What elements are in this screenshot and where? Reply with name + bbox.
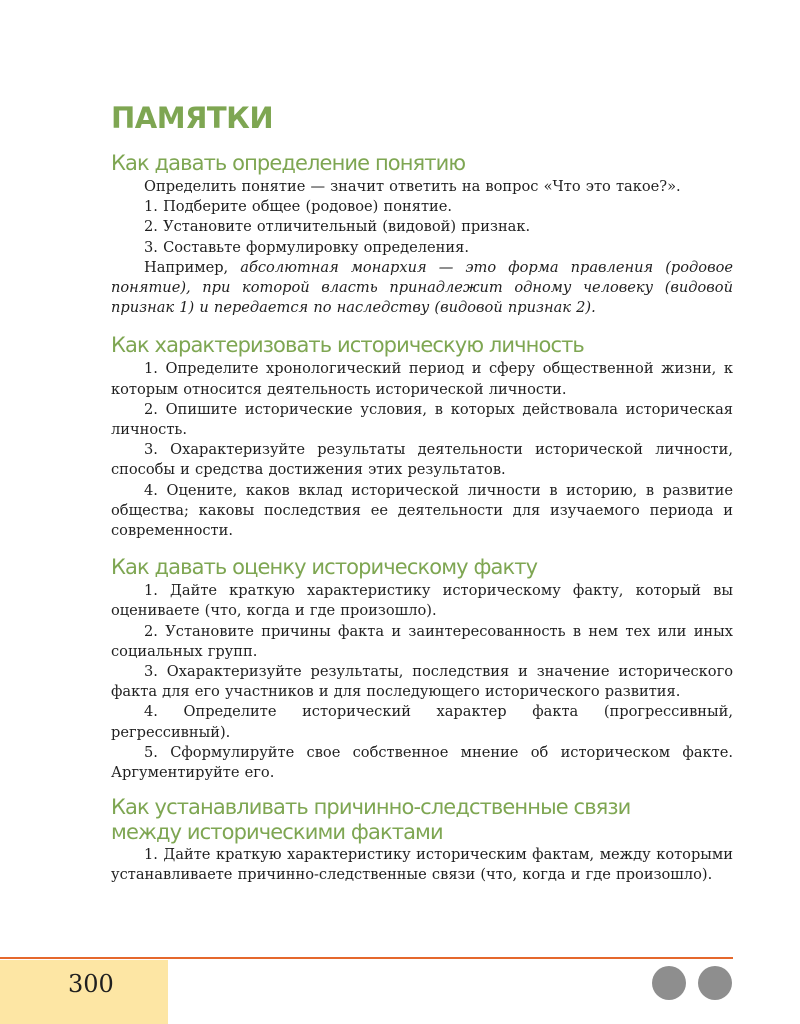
section-definition	[111, 150, 733, 318]
list-item: 4. Оцените, каков вклад исторической личности в историю, в развитие общества; каковы последствия ее деятельности для изучаемого периода и современности.	[111, 481, 733, 540]
section-heading	[111, 795, 733, 845]
section-causal-links	[111, 795, 733, 885]
page-content	[111, 150, 733, 886]
list-item: 3. Охарактеризуйте результаты, последствия и значение исторического факта для его участников и для последующего исторического развития.	[111, 663, 733, 701]
section-heading-line: Как устанавливать причинно-следственные связи	[111, 795, 631, 820]
example-paragraph	[111, 258, 733, 319]
footer-rule	[0, 957, 733, 959]
list-item: 3. Охарактеризуйте результаты деятельности исторической личности, способы и средства достижения этих результатов.	[111, 441, 733, 479]
list-item: 1. Подберите общее (родовое) понятие.	[144, 198, 453, 216]
list-item: 3. Составьте формулировку определения.	[144, 238, 469, 256]
page-title: ПАМЯТКИ	[111, 101, 274, 135]
section-fact-assessment	[111, 554, 733, 783]
list-item: 2. Установите отличительный (видовой) признак.	[144, 218, 531, 236]
example-italic: абсолютная монархия — это форма правления (родовое понятие), при которой власть принадлежит одному человеку (видовой признак 1) и передается по наследству (видовой признак 2).	[111, 258, 733, 317]
page-number: 300	[68, 970, 114, 998]
decorative-dot-icon	[698, 966, 732, 1000]
paragraph: Определить понятие — значит ответить на вопрос «Что это такое?».	[144, 178, 681, 195]
list-item: 2. Опишите исторические условия, в которых действовала историческая личность.	[111, 400, 733, 439]
section-heading-line: между историческими фактами	[111, 820, 443, 845]
example-lead: Например,	[144, 258, 241, 276]
section-heading: Как давать оценку историческому факту	[111, 555, 538, 580]
list-item: 5. Сформулируйте свое собственное мнение об историческом факте. Аргументируйте его.	[111, 743, 733, 782]
list-item: 2. Установите причины факта и заинтересованность в нем тех или иных социальных групп.	[111, 622, 733, 660]
section-personality	[111, 332, 733, 541]
list-item: 1. Определите хронологический период и сферу общественной жизни, к которым относится деятельность исторической личности.	[111, 360, 733, 398]
list-item: 4. Определите исторический характер факта (прогрессивный, регрессивный).	[111, 703, 733, 741]
decorative-dot-icon	[652, 966, 686, 1000]
list-item: 1. Дайте краткую характеристику историческим фактам, между которыми устанавливаете причинно-следственные связи (что, когда и где произошло).	[111, 846, 733, 884]
list-item: 1. Дайте краткую характеристику историческому факту, который вы оцениваете (что, когда и где произошло).	[111, 582, 733, 620]
section-heading: Как давать определение понятию	[111, 151, 466, 175]
section-heading: Как характеризовать историческую личность	[111, 333, 584, 358]
